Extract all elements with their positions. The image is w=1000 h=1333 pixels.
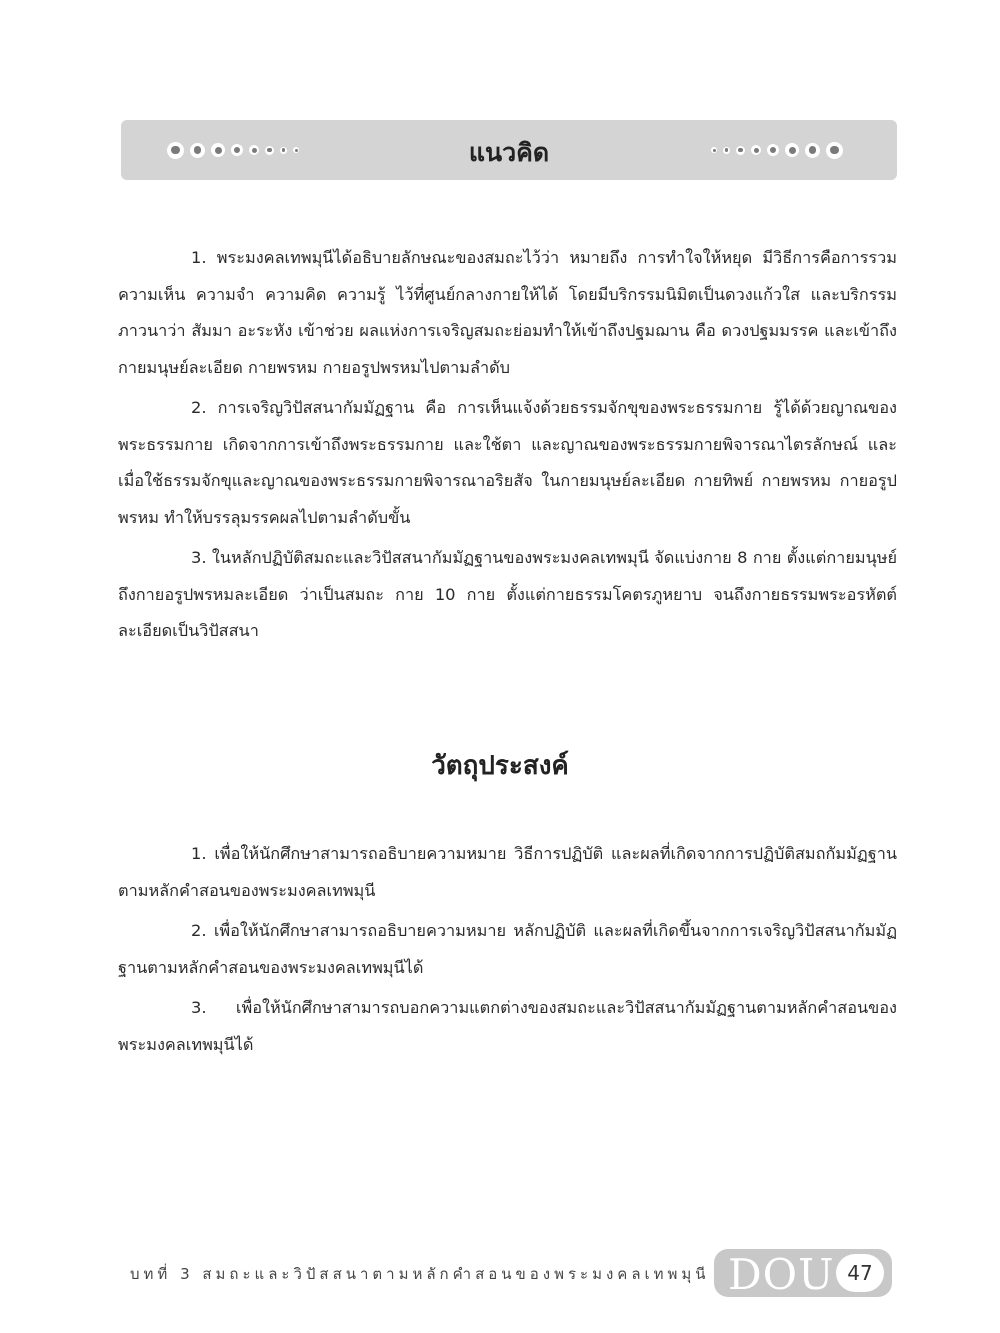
dot-icon (751, 145, 761, 155)
objective-item: 2. เพื่อให้นักศึกษาสามารถอธิบายความหมาย หลักปฏิบัติ และผลที่เกิดขึ้นจากการเจริญวิปัสสนากัมมัฏฐานตามหลักคำสอนของพระมงคลเทพมุนีได้ (118, 921, 897, 977)
dot-icon (723, 147, 730, 154)
dot-icon (711, 147, 717, 153)
section-title-objectives: วัตถุประสงค์ (431, 751, 569, 781)
concept-paragraph: 3. ในหลักปฏิบัติสมถะและวิปัสสนากัมมัฏฐานของพระมงคลเทพมุนี จัดแบ่งกาย 8 กาย ตั้งแต่กายมนุษย์ถึงกายอรูปพรหมละเอียด ว่าเป็นสมถะ กาย 10 กาย ตั้งแต่กายธรรมโคตรภูหยาบ จนถึงกายธรรมพระอรหัตต์ละเอียดเป็นวิปัสสนา (118, 548, 897, 640)
dot-icon (785, 143, 799, 157)
concept-body (118, 240, 897, 654)
objectives-body (118, 836, 897, 1067)
objective-item: 3. เพื่อให้นักศึกษาสามารถบอกความแตกต่างของสมถะและวิปัสสนากัมมัฏฐานตามหลักคำสอนของพระมงคลเทพมุนีได้ (118, 998, 897, 1054)
section-header-bar (121, 120, 897, 180)
dot-icon (805, 143, 820, 158)
section-title-concept: แนวคิด (468, 138, 550, 167)
page-number: 47 (836, 1254, 884, 1292)
decorative-dots-right (711, 140, 849, 160)
footer-badge (714, 1249, 892, 1297)
dou-logo: DOU (728, 1250, 835, 1299)
dot-icon (826, 142, 843, 159)
dot-icon (736, 146, 745, 155)
concept-paragraph: 1. พระมงคลเทพมุนีได้อธิบายลักษณะของสมถะไว้ว่า หมายถึง การทำใจให้หยุด มีวิธีการคือการรวมความเห็น ความจำ ความคิด ความรู้ ไว้ที่ศูนย์กลางกายให้ได้ โดยมีบริกรรมนิมิตเป็นดวงแก้วใส และบริกรรมภาวนาว่า สัมมา อะระหัง เข้าช่วย ผลแห่งการเจริญสมถะย่อมทำให้เข้าถึงปฐมฌาน คือ ดวงปฐมมรรค และเข้าถึงกายมนุษย์ละเอียด กายพรหม กายอรูปพรหมไปตามลำดับ (118, 248, 897, 377)
objective-item: 1. เพื่อให้นักศึกษาสามารถอธิบายความหมาย วิธีการปฏิบัติ และผลที่เกิดจากการปฏิบัติสมถกัมมัฏฐานตามหลักคำสอนของพระมงคลเทพมุนี (118, 844, 897, 900)
footer-chapter-title: บทที่ 3 สมถะและวิปัสสนาตามหลักคำสอนของพระมงคลเทพมุนี (130, 1265, 710, 1283)
concept-paragraph: 2. การเจริญวิปัสสนากัมมัฏฐาน คือ การเห็นแจ้งด้วยธรรมจักขุของพระธรรมกาย รู้ได้ด้วยญาณของพระธรรมกาย เกิดจากการเข้าถึงพระธรรมกาย และใช้ตา และญาณของพระธรรมกายพิจารณาไตรลักษณ์ และเมื่อใช้ธรรมจักขุและญาณของพระธรรมกายพิจารณาอริยสัจ ในกายมนุษย์ละเอียด กายทิพย์ กายพรหม กายอรูปพรหม ทำให้บรรลุมรรคผลไปตามลำดับขั้น (118, 398, 897, 527)
dot-icon (767, 144, 779, 156)
